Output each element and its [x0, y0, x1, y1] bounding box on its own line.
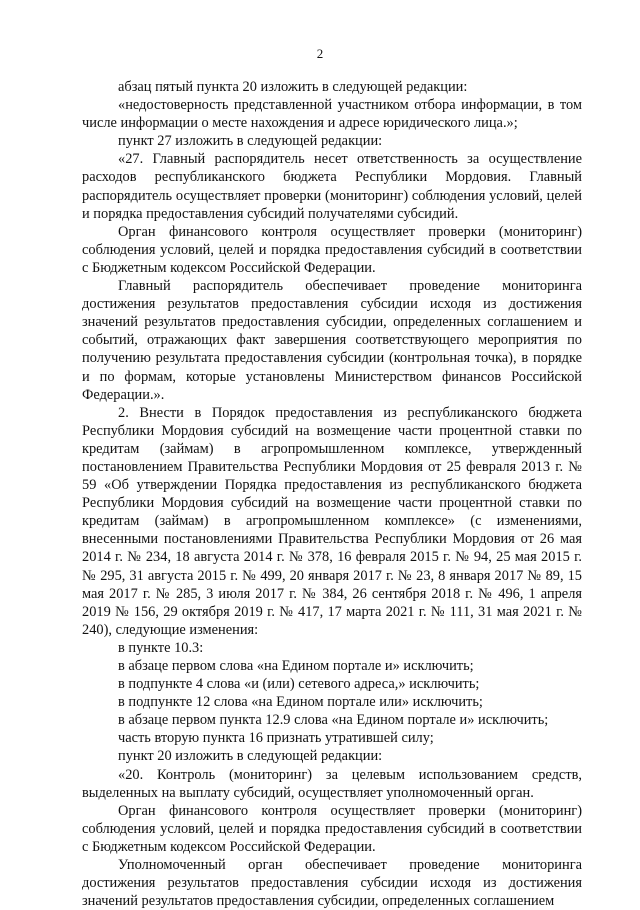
paragraph: в подпункте 12 слова «на Едином портале или» исключить; [118, 694, 483, 711]
document-body [82, 78, 582, 910]
paragraph: «недостоверность представленной участником отбора информации, в том числе информации о месте нахождения и адресе юридического лица.»; [82, 97, 582, 132]
paragraph: Орган финансового контроля осуществляет проверки (мониторинг) соблюдения условий, целей и порядка предоставления субсидий в соответствии с Бюджетным кодексом Российской Федерации. [82, 802, 582, 855]
paragraph: в подпункте 4 слова «и (или) сетевого адреса,» исключить; [118, 676, 480, 693]
paragraph: Уполномоченный орган обеспечивает проведение мониторинга достижения результатов предоставления субсидии исходя из достижения значений результатов предоставления субсидии, определенных соглашением [82, 857, 582, 910]
page-number: 2 [316, 46, 324, 61]
paragraph: абзац пятый пункта 20 изложить в следующей редакции: [118, 79, 468, 95]
paragraph: 2. Внести в Порядок предоставления из республиканского бюджета Республики Мордовия субсидий на возмещение части процентной ставки по кредитам (займам) в агропромышленном комплексе, утвержденный постановлением Правительства Республики Мордовия от 25 февраля 2013 г. № 59 «Об утверждении Порядка предоставления из республиканского бюджета Республики Мордовия субсидий на возмещение части процентной ставки по кредитам (займам) в агропромышленном комплексе» (с изменениями, внесенными постановлениями Правительства Республики Мордовия от 26 мая 2014 г. № 234, 18 августа 2014 г. № 378, 16 февраля 2015 г. № 94, 25 мая 2015 г. № 295, 31 августа 2015 г. № 499, 20 января 2017 г. № 23, 8 января 2017 № 89, 15 мая 2017 г. № 285, 3 июля 2017 г. № 384, 26 сентября 2018 г. № 496, 1 апреля 2019 № 156, 29 октября 2019 г. № 417, 17 марта 2021 г. № 111, 31 мая 2021 г. № 240), следующие изменения: [82, 404, 582, 638]
paragraph: часть вторую пункта 16 признать утратившей силу; [118, 730, 434, 747]
paragraph: в абзаце первом слова «на Едином портале и» исключить; [118, 658, 474, 674]
paragraph: Орган финансового контроля осуществляет проверки (мониторинг) соблюдения условий, целей и порядка предоставления субсидий в соответствии с Бюджетным кодексом Российской Федерации. [82, 223, 582, 276]
paragraph: пункт 20 изложить в следующей редакции: [118, 748, 383, 765]
paragraph: в абзаце первом пункта 12.9 слова «на Едином портале и» исключить; [118, 712, 549, 729]
paragraph: пункт 27 изложить в следующей редакции: [118, 133, 383, 150]
paragraph: «20. Контроль (мониторинг) за целевым использованием средств, выделенных на выплату субсидий, осуществляет уполномоченный орган. [82, 766, 582, 801]
paragraph: «27. Главный распорядитель несет ответственность за осуществление расходов республиканского бюджета Республики Мордовия. Главный распорядитель осуществляет проверки (мониторинг) соблюдения условий, целей и порядка предоставления субсидий получателями субсидий. [82, 151, 582, 222]
paragraph: Главный распорядитель обеспечивает проведение мониторинга достижения результатов предоставления субсидии исходя из достижения значений результатов предоставления субсидии, определенных соглашением и событий, отражающих факт завершения соответствующего мероприятия по получению результата предоставления субсидии (контрольная точка), в порядке и по формам, которые установлены Министерством финансов Российской Федерации.». [82, 278, 582, 403]
paragraph: в пункте 10.3: [118, 639, 204, 656]
